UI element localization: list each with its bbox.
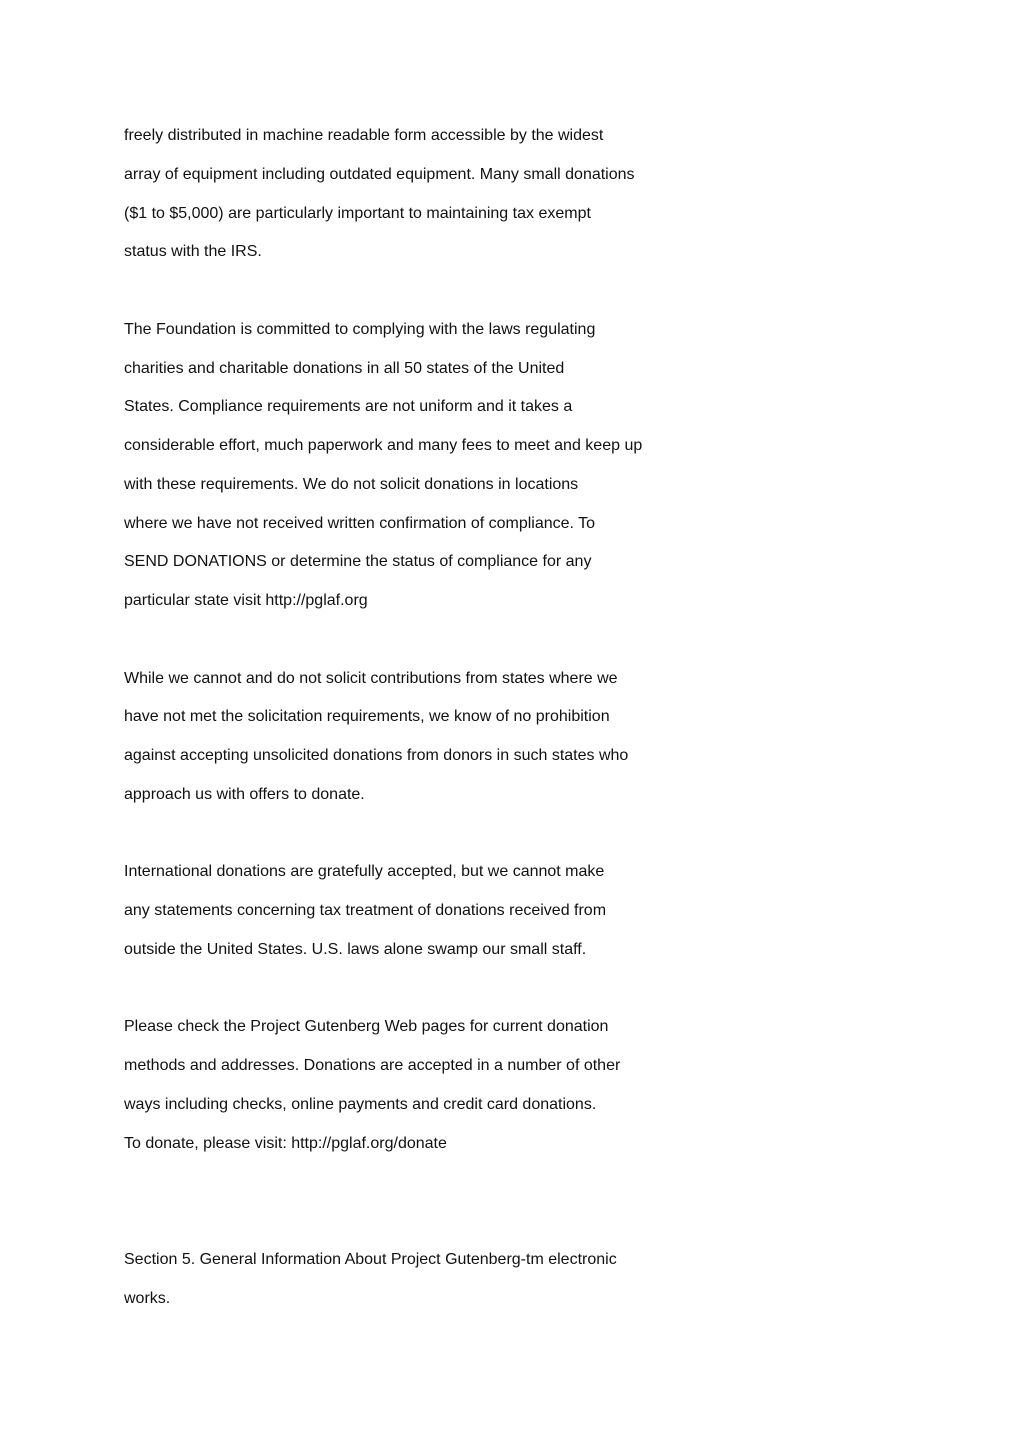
text-line: array of equipment including outdated equipment. Many small donations	[124, 165, 635, 183]
text-line: charities and charitable donations in all 50 states of the United	[124, 359, 565, 377]
text-line: where we have not received written confirmation of compliance. To	[124, 514, 596, 532]
text-line: any statements concerning tax treatment of donations received from	[124, 902, 607, 919]
text-line: freely distributed in machine readable form accessible by the widest	[124, 127, 604, 144]
text-line: International donations are gratefully accepted, but we cannot make	[124, 863, 605, 881]
text-line: particular state visit http://pglaf.org	[124, 592, 368, 609]
text-line: Please check the Project Gutenberg Web pages for current donation	[124, 1018, 609, 1036]
text-line: The Foundation is committed to complying with the laws regulating	[124, 320, 596, 338]
paragraph-spacer	[124, 976, 724, 1015]
paragraph-spacer	[124, 1169, 724, 1247]
text-line: To donate, please visit: http://pglaf.org/donate	[124, 1134, 447, 1152]
paragraph-spacer	[124, 278, 724, 317]
text-line: works.	[124, 1289, 171, 1307]
paragraph-donation-methods	[124, 1014, 724, 1169]
text-line: ways including checks, online payments and credit card donations.	[124, 1095, 597, 1113]
text-line: approach us with offers to donate.	[124, 785, 365, 803]
document-body	[124, 123, 724, 1324]
text-line: with these requirements. We do not solicit donations in locations	[124, 475, 579, 493]
text-line: SEND DONATIONS or determine the status of compliance for any	[124, 553, 592, 571]
paragraph-compliance	[124, 317, 724, 627]
text-line: status with the IRS.	[124, 243, 262, 261]
text-line: Section 5. General Information About Project Gutenberg-tm electronic	[124, 1250, 617, 1268]
text-line: States. Compliance requirements are not uniform and it takes a	[124, 398, 573, 416]
paragraph-spacer	[124, 821, 724, 860]
section-5-heading	[124, 1247, 724, 1325]
text-line: outside the United States. U.S. laws alone swamp our small staff.	[124, 940, 587, 958]
text-line: methods and addresses. Donations are accepted in a number of other	[124, 1057, 621, 1074]
text-line: While we cannot and do not solicit contributions from states where we	[124, 669, 618, 687]
text-line: against accepting unsolicited donations from donors in such states who	[124, 747, 629, 764]
paragraph-spacer	[124, 627, 724, 666]
text-line: have not met the solicitation requirements, we know of no prohibition	[124, 708, 610, 726]
text-line: ($1 to $5,000) are particularly important to maintaining tax exempt	[124, 204, 591, 222]
paragraph-unsolicited	[124, 666, 724, 821]
text-line: considerable effort, much paperwork and many fees to meet and keep up	[124, 437, 643, 454]
paragraph-international	[124, 859, 724, 975]
paragraph-donations-intro	[124, 123, 724, 278]
